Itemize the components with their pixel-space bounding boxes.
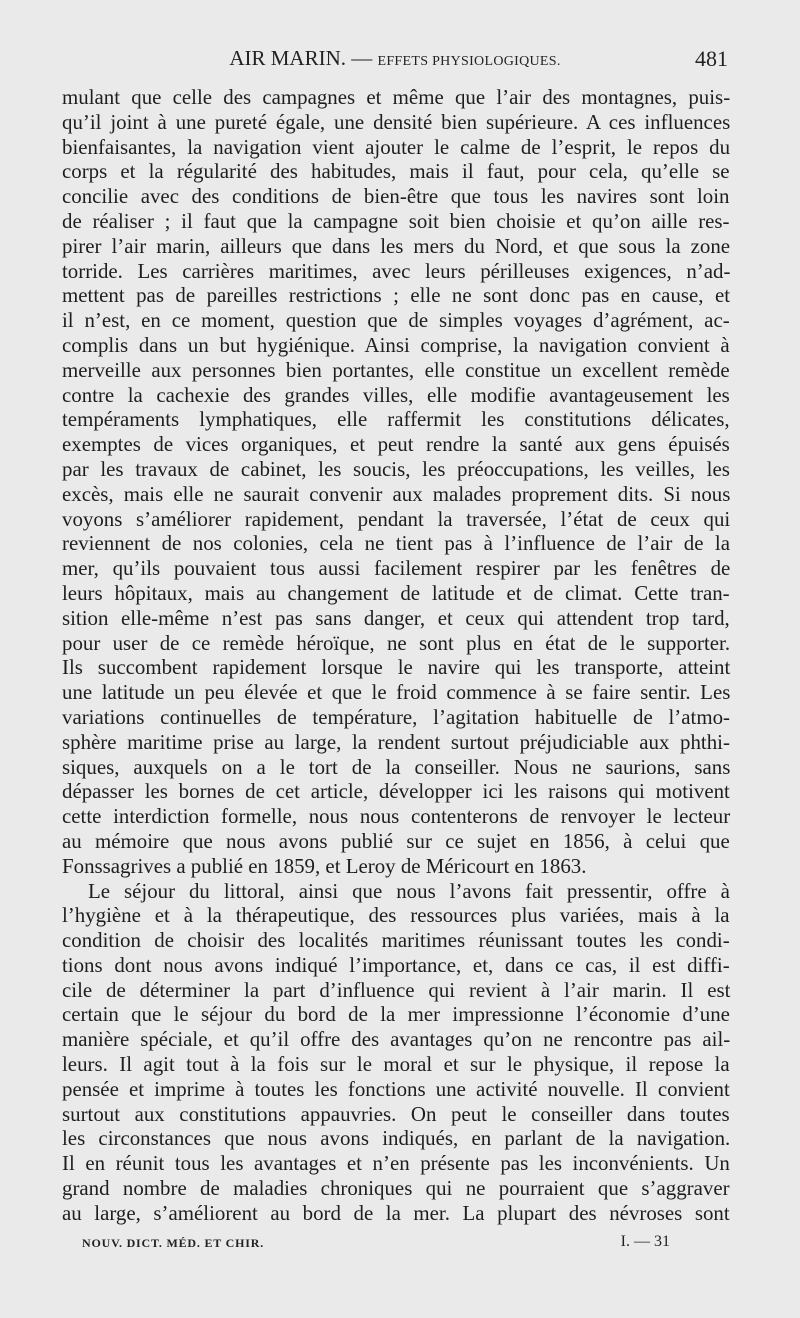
- text-line: de réaliser ; il faut que la campagne soit bien choisie et qu’on aille res-: [62, 208, 730, 233]
- text-line: condition de choisir des localités maritimes réunissant toutes les condi-: [62, 928, 730, 953]
- text-line: dépasser les bornes de cet article, développer ici les raisons qui motivent: [62, 779, 730, 804]
- text-line: concilie avec des conditions de bien-être que tous les navires sont loin: [62, 184, 730, 209]
- text-line: manière spéciale, et qu’il offre des avantages qu’on ne rencontre pas ail-: [62, 1027, 731, 1052]
- running-title-sub: EFFETS PHYSIOLOGIQUES.: [377, 54, 561, 69]
- text-line: bienfaisantes, la navigation vient ajouter le calme de l’esprit, le repos du: [62, 134, 731, 159]
- text-line: pensée et imprime à toutes les fonctions une activité nouvelle. Il convient: [62, 1076, 730, 1101]
- running-title-main: AIR MARIN.: [229, 46, 346, 70]
- text-line: variations continuelles de température, l’agitation habituelle de l’atmo-: [62, 704, 730, 729]
- text-line: excès, mais elle ne saurait convenir aux malades proprement dits. Si nous: [62, 481, 731, 506]
- page-footer: [82, 1233, 670, 1256]
- page-number: 481: [695, 46, 728, 71]
- text-line: pirer l’air marin, ailleurs que dans les mers du Nord, et que sous la zone: [62, 233, 731, 258]
- text-line: mer, qu’ils pouvaient tous aussi facilement respirer par les fenêtres de: [62, 556, 731, 581]
- text-line: pour user de ce remède héroïque, ne sont plus en état de le supporter.: [62, 630, 731, 655]
- footer-signature-title: NOUV. DICT. MÉD. ET CHIR.: [82, 1236, 265, 1250]
- text-line-paragraph-end: Fonssagrives a publié en 1859, et Leroy de Méricourt en 1863.: [62, 853, 587, 878]
- text-line: torride. Les carrières maritimes, avec leurs périlleuses exigences, n’ad-: [62, 258, 731, 283]
- text-line: l’hygiène et à la thérapeutique, des ressources plus variées, mais à la: [62, 903, 730, 928]
- running-title-dash: —: [351, 46, 373, 70]
- text-line: mettent pas de pareilles restrictions ; elle ne sont donc pas en cause, et: [62, 283, 731, 308]
- text-line: reviennent de nos colonies, cela ne tient pas à l’influence de l’air de la: [62, 531, 730, 556]
- text-line: les circonstances que nous avons indiqués, en parlant de la navigation.: [62, 1126, 731, 1151]
- text-line: sition elle-même n’est pas sans danger, et ceux qui attendent trop tard,: [62, 605, 730, 630]
- text-line: siques, auxquels on a le tort de la conseiller. Nous ne saurions, sans: [62, 754, 731, 779]
- text-line: merveille aux personnes bien portantes, elle constitue un excellent remède: [62, 357, 730, 382]
- text-line: complis dans un but hygiénique. Ainsi comprise, la navigation convient à: [62, 332, 730, 357]
- text-line: Ils succombent rapidement lorsque le navire qui les transporte, atteint: [62, 655, 731, 680]
- text-line: contre la cachexie des grandes villes, elle modifie avantageusement les: [62, 382, 730, 407]
- text-line: qu’il joint à une pureté égale, une densité bien supérieure. A ces influences: [62, 109, 731, 134]
- text-line: leurs hôpitaux, mais au changement de latitude et de climat. Cette tran-: [62, 580, 730, 605]
- text-line: cile de déterminer la part d’influence qui revient à l’air marin. Il est: [62, 977, 731, 1002]
- text-line: exemptes de vices organiques, et peut rendre la santé aux gens épuisés: [62, 432, 730, 457]
- text-line: leurs. Il agit tout à la fois sur le moral et sur le physique, il repose la: [62, 1052, 730, 1077]
- text-line: cette interdiction formelle, nous nous contenterons de renvoyer le lecteur: [62, 804, 731, 829]
- text-line-paragraph-start: Le séjour du littoral, ainsi que nous l’avons fait pressentir, offre à: [88, 878, 730, 903]
- footer-signature-mark: I. — 31: [620, 1233, 670, 1250]
- text-line: surtout aux constitutions appauvries. On peut le conseiller dans toutes: [62, 1101, 730, 1126]
- running-title: [62, 46, 728, 71]
- text-line: il n’est, en ce moment, question que de simples voyages d’agrément, ac-: [62, 308, 730, 333]
- text-line: mulant que celle des campagnes et même que l’air des montagnes, puis-: [62, 85, 731, 109]
- text-line: corps et la régularité des habitudes, mais il faut, pour cela, qu’elle se: [62, 159, 730, 184]
- text-line: une latitude un peu élevée et que le froid commence à se faire sentir. Les: [62, 680, 731, 705]
- text-line: grand nombre de maladies chroniques qui ne pourraient que s’aggraver: [62, 1176, 730, 1201]
- text-line: tions dont nous avons indiqué l’importance, et, dans ce cas, il est diffi-: [62, 952, 730, 977]
- running-head: [62, 46, 728, 74]
- text-line: Il en réunit tous les avantages et n’en présente pas les inconvénients. Un: [62, 1151, 730, 1176]
- text-line: au large, s’améliorent au bord de la mer. La plupart des névroses sont: [62, 1200, 730, 1225]
- body-text: [62, 85, 730, 1226]
- text-line: sphère maritime prise au large, la rendent surtout préjudiciable aux phthi-: [62, 729, 730, 754]
- text-line: voyons s’améliorer rapidement, pendant la traversée, l’état de ceux qui: [62, 506, 731, 531]
- text-line: certain que le séjour du bord de la mer impressionne l’économie d’une: [62, 1002, 730, 1027]
- text-line: au mémoire que nous avons publié sur ce sujet en 1856, à celui que: [62, 828, 730, 853]
- text-line: tempéraments lymphatiques, elle raffermit les constitutions délicates,: [62, 407, 730, 432]
- text-line: par les travaux de cabinet, les soucis, les préoccupations, les veilles, les: [62, 456, 730, 481]
